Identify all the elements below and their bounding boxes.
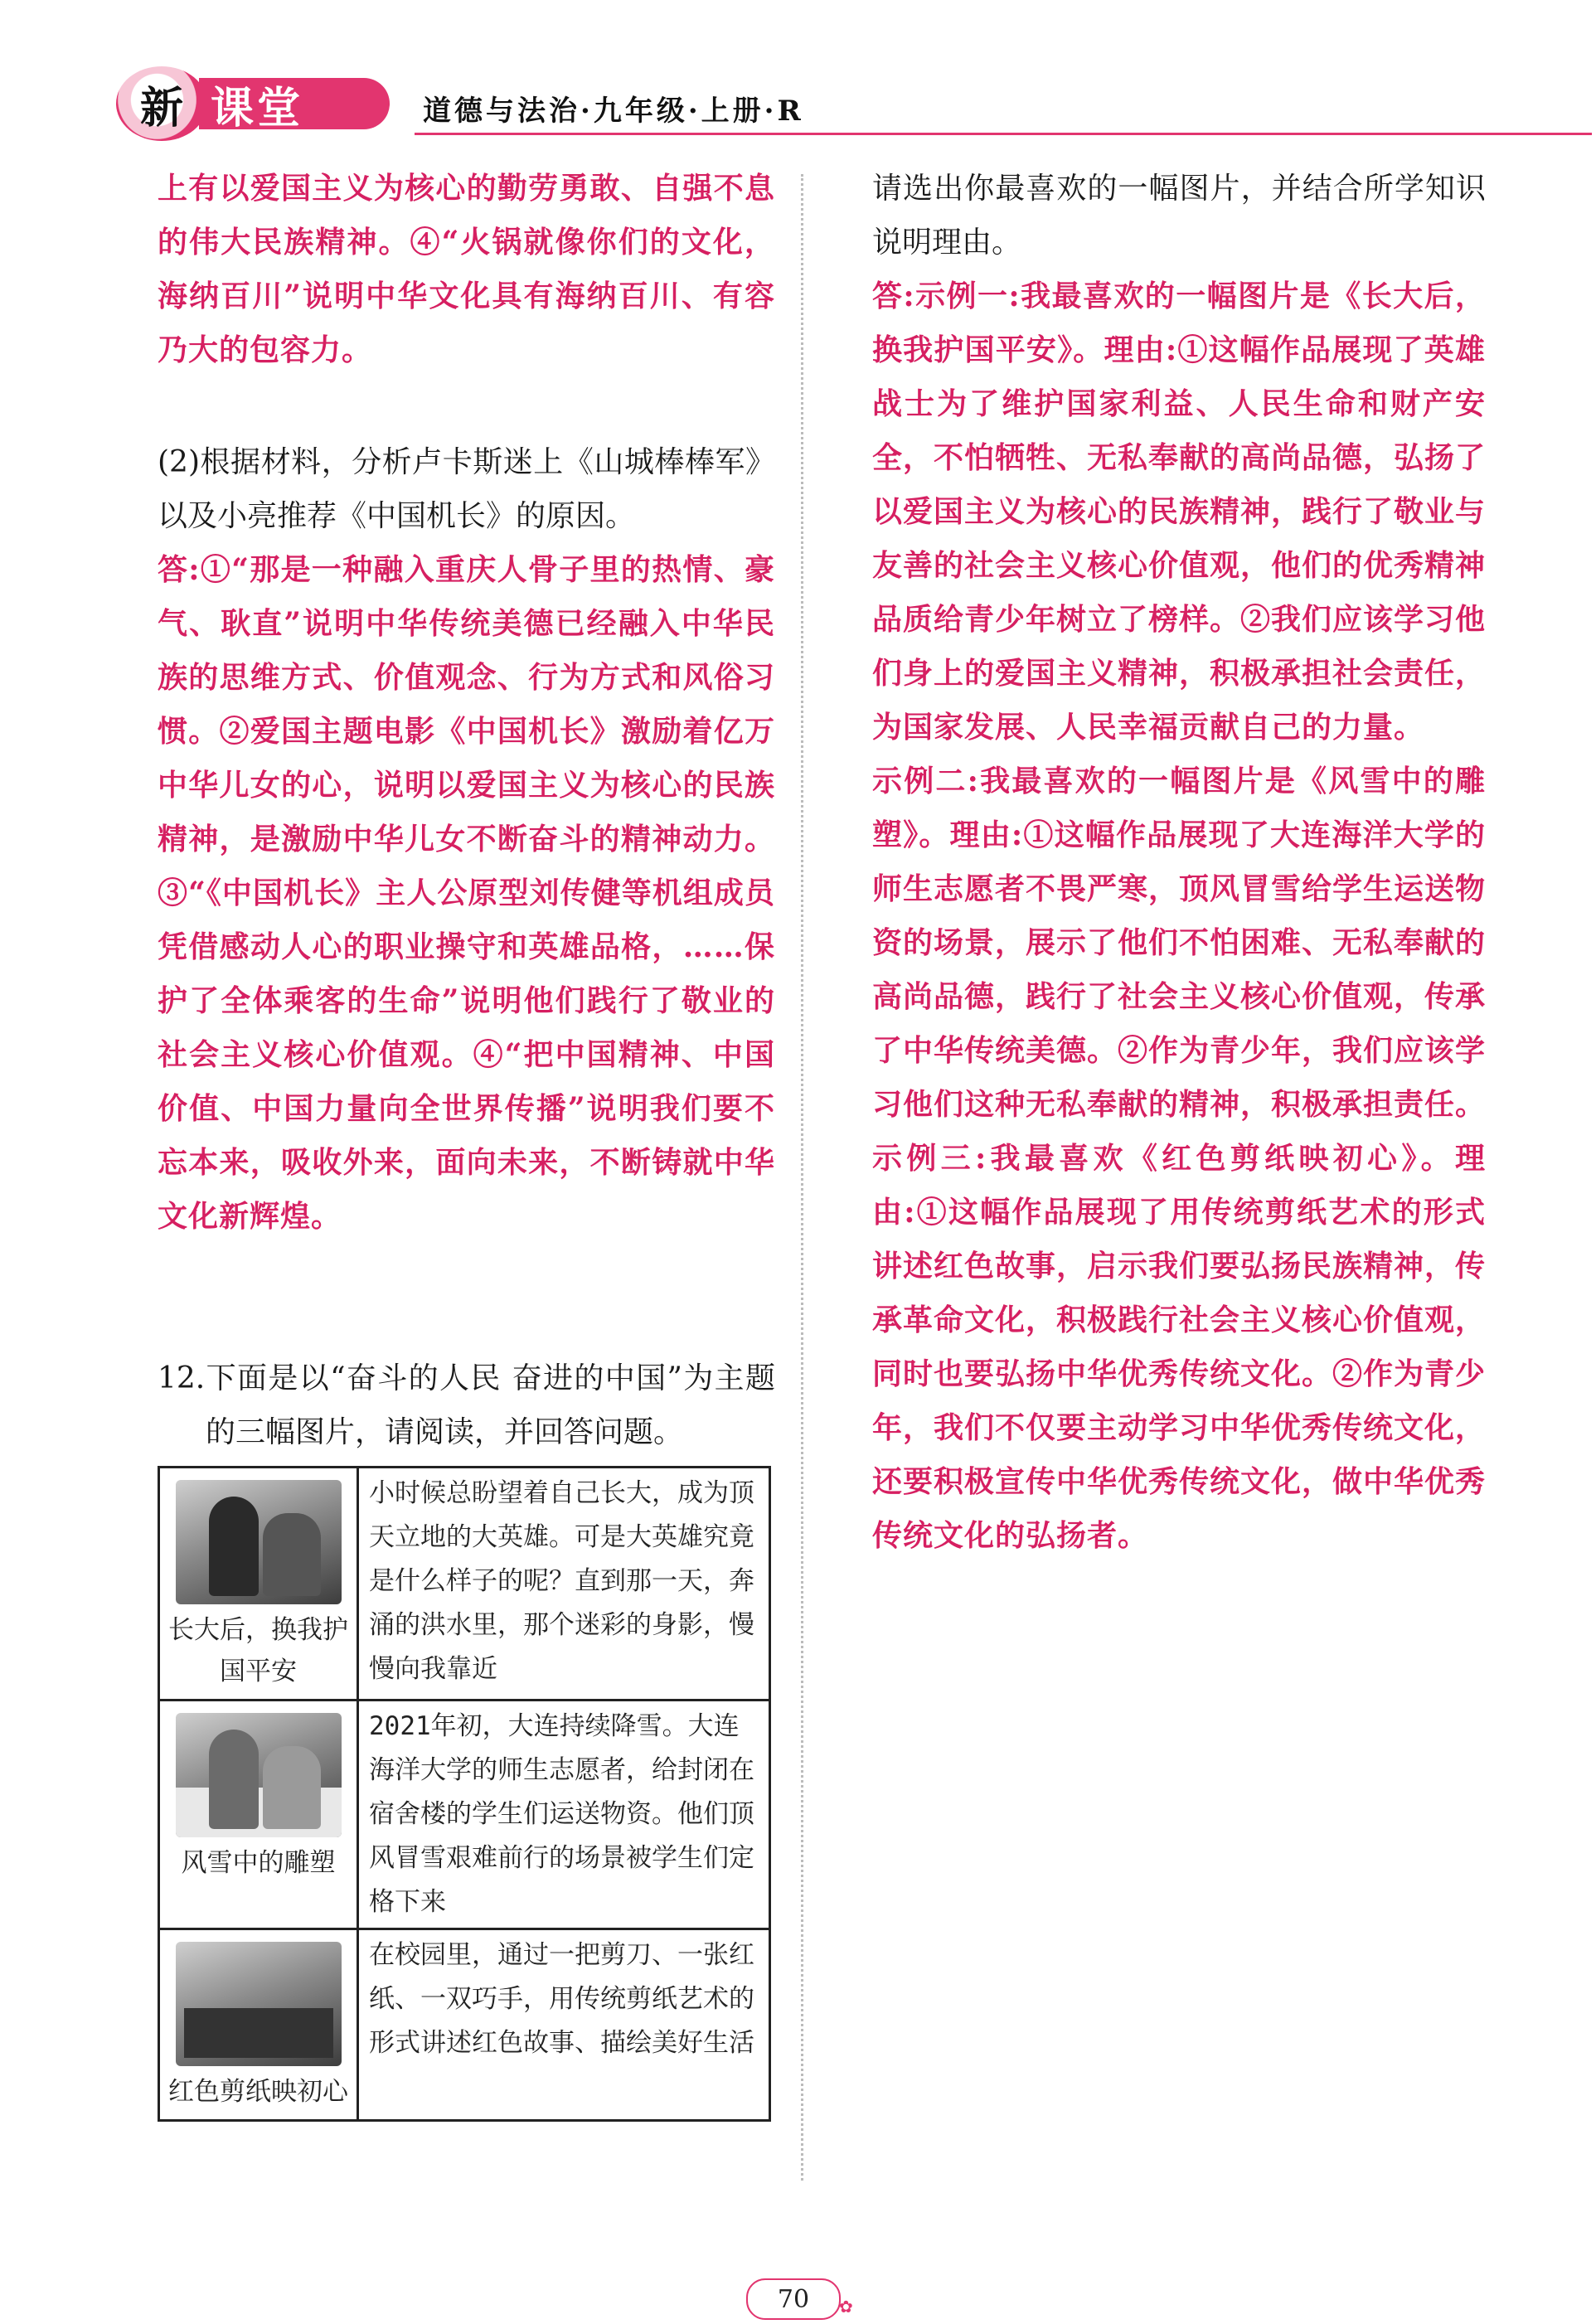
picture-description: 小时候总盼望着自己长大，成为顶天立地的大英雄。可是大英雄究竟是什么样子的呢？直到那一天，奔涌的洪水里，那个迷彩的身影，慢慢向我靠近 — [358, 1468, 770, 1701]
question-12: 12.下面是以“奋斗的人民 奋进的中国”为主题的三幅图片，请阅读，并回答问题。 — [158, 1361, 775, 1449]
logo-text: 课堂 — [211, 82, 304, 133]
header-rule — [415, 133, 1592, 135]
table-row — [159, 1468, 770, 1701]
picture-cell — [159, 1701, 358, 1929]
answer-example-3: 示例三:我最喜欢《红色剪纸映初心》。理由:①这幅作品展现了用传统剪纸艺术的形式讲述红色故事，启示我们要弘扬民族精神，传承革命文化，积极践行社会主义核心价值观，同时也要弘扬中华优秀传统文化。②作为青少年，我们不仅要主动学习中华优秀传统文化，还要积极宣传中华优秀传统文化，做中华优秀传统文化的弘扬者。 — [872, 1141, 1487, 1553]
picture-cell — [159, 1929, 358, 2121]
answer-example-2: 示例二:我最喜欢的一幅图片是《风雪中的雕塑》。理由:①这幅作品展现了大连海洋大学的师生志愿者不畏严寒，顶风冒雪给学生运送物资的场景，展示了他们不怕困难、无私奉献的高尚品德，践行了社会主义核心价值观，传承了中华传统美德。②作为青少年，我们应该学习他们这种无私奉献的精神，积极承担责任。 — [872, 764, 1487, 1122]
column-divider — [801, 174, 803, 2181]
picture-caption: 长大后，换我护国平安 — [168, 1615, 348, 1686]
question-2: (2)根据材料，分析卢卡斯迷上《山城棒棒军》以及小亮推荐《中国机长》的原因。 — [158, 445, 775, 533]
answer-example-1: 答:示例一:我最喜欢的一幅图片是《长大后，换我护国平安》。理由:①这幅作品展现了英雄战士为了维护国家利益、人民生命和财产安全，不怕牺牲、无私奉献的高尚品德，弘扬了以爱国主义为核心的民族精神，践行了敬业与友善的社会主义核心价值观，他们的优秀精神品质给青少年树立了榜样。②我们应该学习他们身上的爱国主义精神，积极承担社会责任，为国家发展、人民幸福贡献自己的力量。 — [872, 279, 1487, 745]
paper-cutting-photo — [176, 1942, 342, 2066]
book-title: 道德与法治·九年级·上册·R — [423, 95, 804, 128]
right-column — [872, 162, 1486, 1563]
flower-icon: ✿ — [839, 2297, 853, 2317]
logo-badge — [116, 66, 207, 141]
page-number-text: 70 — [777, 2284, 810, 2314]
table-row — [159, 1701, 770, 1929]
table-row — [159, 1929, 770, 2121]
logo-char: 新 — [139, 82, 183, 133]
question-12-prompt: 请选出你最喜欢的一幅图片，并结合所学知识说明理由。 — [872, 172, 1486, 260]
left-column — [158, 162, 775, 2122]
soldier-photo — [176, 1480, 342, 1604]
brand-logo — [116, 66, 315, 141]
picture-description: 在校园里，通过一把剪刀、一张红纸、一双巧手，用传统剪纸艺术的形式讲述红色故事、描绘美好生活 — [358, 1929, 770, 2121]
logo-banner — [199, 78, 390, 133]
picture-table — [158, 1466, 771, 2122]
picture-cell — [159, 1468, 358, 1701]
snow-volunteers-photo — [176, 1713, 342, 1837]
answer-continued: 上有以爱国主义为核心的勤劳勇敢、自强不息的伟大民族精神。④“火锅就像你们的文化，海纳百川”说明中华文化具有海纳百川、有容乃大的包容力。 — [158, 171, 775, 367]
picture-caption: 红色剪纸映初心 — [168, 2077, 348, 2107]
page-number — [746, 2278, 841, 2320]
picture-caption: 风雪中的雕塑 — [181, 1848, 336, 1878]
page-header — [116, 58, 1476, 149]
picture-description: 2021年初，大连持续降雪。大连海洋大学的师生志愿者，给封闭在宿舍楼的学生们运送物资。他们顶风冒雪艰难前行的场景被学生们定格下来 — [358, 1701, 770, 1929]
answer-2: 答:①“那是一种融入重庆人骨子里的热情、豪气、耿直”说明中华传统美德已经融入中华民族的思维方式、价值观念、行为方式和风俗习惯。②爱国主题电影《中国机长》激励着亿万中华儿女的心，说明以爱国主义为核心的民族精神，是激励中华儿女不断奋斗的精神动力。③“《中国机长》主人公原型刘传健等机组成员凭借感动人心的职业操守和英雄品格，……保护了全体乘客的生命”说明他们践行了敬业的社会主义核心价值观。④“把中国精神、中国价值、中国力量向全世界传播”说明我们要不忘本来，吸收外来，面向未来，不断铸就中华文化新辉煌。 — [158, 552, 775, 1234]
